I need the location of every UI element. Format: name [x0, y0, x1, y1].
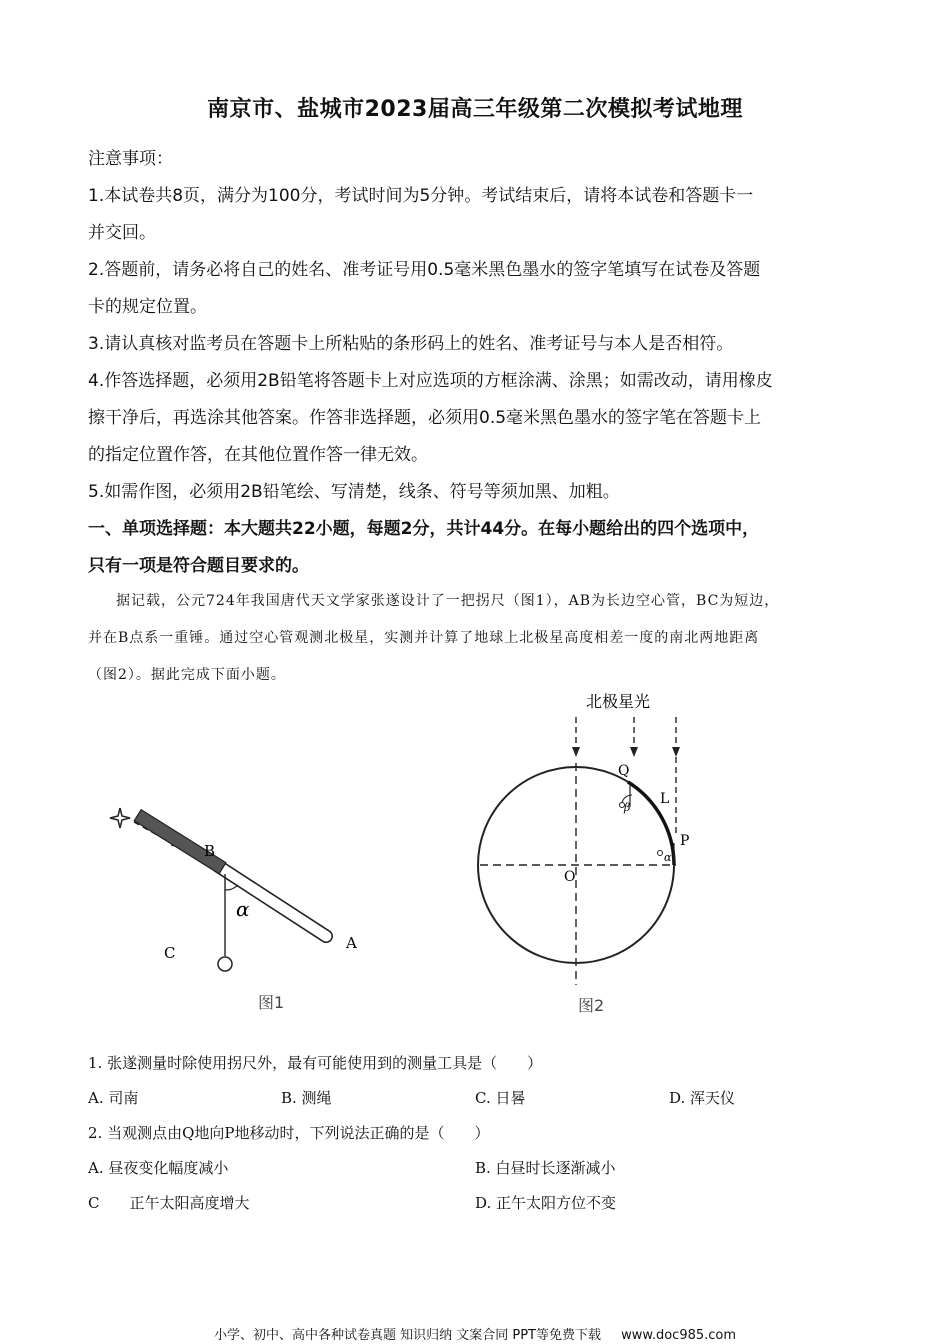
- notice-line: 3.请认真核对监考员在答题卡上所粘贴的条形码上的姓名、准考证号与本人是否相符。: [88, 334, 734, 354]
- notice-line: 擦干净后，再选涂其他答案。作答非选择题，必须用0.5毫米黑色墨水的签字笔在答题卡上: [88, 408, 762, 428]
- arrow-icon: [572, 747, 580, 757]
- notice-heading: 注意事项：: [88, 149, 173, 169]
- label-a: A: [346, 934, 357, 952]
- figure-2: [470, 685, 710, 1025]
- q1-option-c[interactable]: C. 日晷: [475, 1089, 526, 1107]
- figure-1: [100, 800, 370, 1020]
- section-heading: 一、单项选择题：本大题共22小题，每题2分，共计44分。在每小题给出的四个选项中，: [88, 519, 760, 539]
- label-alpha: α: [236, 897, 250, 921]
- notice-line: 4.作答选择题，必须用2B铅笔将答题卡上对应选项的方框涂满、涂黑；如需改动，请用橡皮: [88, 371, 773, 391]
- q2-option-c[interactable]: C 正午太阳高度增大: [88, 1194, 250, 1212]
- figure-2-top-label: 北极星光: [586, 692, 651, 711]
- plumb-weight: [218, 957, 232, 971]
- q1-option-b[interactable]: B. 测绳: [281, 1089, 332, 1107]
- notice-line: 2.答题前，请务必将自己的姓名、准考证号用0.5毫米黑色墨水的签字笔填写在试卷及答题: [88, 260, 761, 280]
- q2-option-a[interactable]: A. 昼夜变化幅度减小: [88, 1159, 229, 1177]
- notice-line: 1.本试卷共8页，满分为100分，考试时间为5分钟。考试结束后，请将本试卷和答题卡一: [88, 186, 754, 206]
- page-title: 南京市、盐城市2023届高三年级第二次模拟考试地理: [207, 97, 743, 122]
- notice-line: 并交回。: [88, 223, 156, 243]
- figure-2-caption: 图2: [578, 996, 605, 1015]
- q1-option-d[interactable]: D. 浑天仪: [669, 1089, 736, 1107]
- notice-line: 的指定位置作答，在其他位置作答一律无效。: [88, 445, 428, 465]
- arrow-icon: [672, 747, 680, 757]
- question-2-stem: 2. 当观测点由Q地向P地移动时，下列说法正确的是（ ）: [88, 1124, 490, 1142]
- footer-link[interactable]: www.doc985.com: [621, 1328, 737, 1343]
- footer-text: 小学、初中、高中各种试卷真题 知识归纳 文案合同 PPT等免费下载: [213, 1328, 601, 1343]
- passage-line: 据记载，公元724年我国唐代天文学家张遂设计了一把拐尺（图1），AB为长边空心管，BC为短边，: [116, 593, 780, 609]
- star-icon: [110, 808, 130, 828]
- notice-line: 卡的规定位置。: [88, 297, 207, 317]
- passage: [88, 583, 868, 694]
- notice-line: 5.如需作图，必须用2B铅笔绘、写清楚，线条、符号等须加黑、加粗。: [88, 482, 620, 502]
- figure-1-caption: 图1: [258, 993, 285, 1012]
- q1-option-a[interactable]: A. 司南: [88, 1089, 139, 1107]
- label-alpha: α: [664, 851, 672, 864]
- section-heading: 只有一项是符合题目要求的。: [88, 556, 309, 576]
- label-b: B: [204, 842, 216, 860]
- label-p: P: [680, 833, 690, 849]
- passage-line: （图2）。据此完成下面小题。: [88, 667, 286, 683]
- label-l: L: [660, 791, 670, 807]
- arrow-icon: [630, 747, 638, 757]
- notice-section: [88, 141, 868, 585]
- label-beta: β: [624, 801, 631, 814]
- marker-p: [658, 851, 663, 856]
- footer: [0, 1324, 950, 1343]
- tube-ab: [211, 858, 335, 944]
- label-c: C: [164, 944, 176, 962]
- question-1-stem: 1. 张遂测量时除使用拐尺外，最有可能使用到的测量工具是（ ）: [88, 1054, 543, 1072]
- q2-option-b[interactable]: B. 白昼时长逐渐减小: [475, 1159, 616, 1177]
- passage-line: 并在B点系一重锤。通过空心管观测北极星，实测并计算了地球上北极星高度相差一度的南北两地距离: [88, 630, 760, 646]
- label-o: O: [564, 869, 576, 885]
- q2-option-d[interactable]: D. 正午太阳方位不变: [475, 1194, 617, 1212]
- label-q: Q: [618, 763, 630, 779]
